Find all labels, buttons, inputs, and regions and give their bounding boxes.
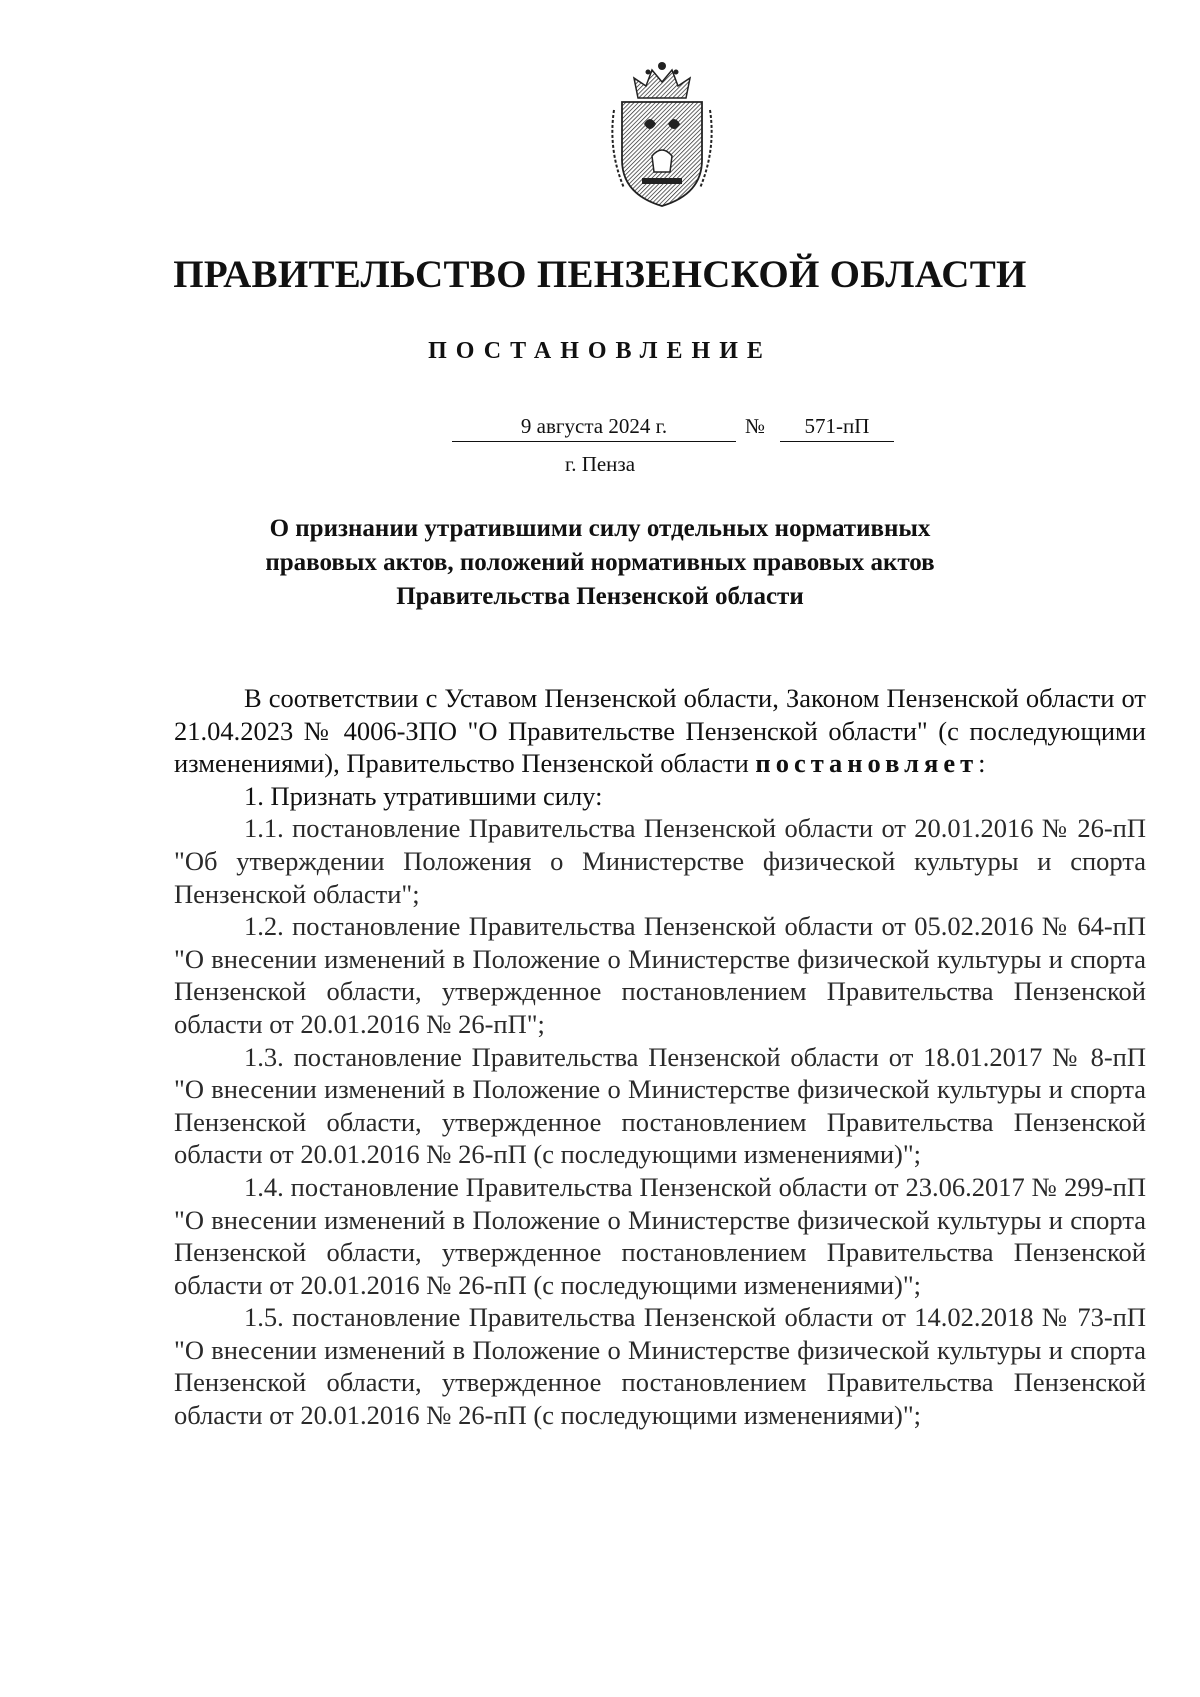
document-subject bbox=[200, 512, 1000, 614]
issue-city: г. Пенза bbox=[564, 452, 636, 476]
document-body bbox=[174, 682, 1146, 1432]
subject-line: О признании утратившими силу отдельных нормативных bbox=[269, 515, 931, 542]
date-number-line bbox=[0, 414, 1200, 446]
decree-word: постановляет bbox=[755, 748, 979, 779]
sub-item: 1.1. постановление Правительства Пензенской области от 20.01.2016 № 26-пП "Об утверждении Положения о Министерстве физической культуры и спорта Пензенской области"; bbox=[174, 813, 1146, 909]
document-number: 571-пП bbox=[780, 414, 894, 442]
document-type: ПОСТАНОВЛЕНИЕ bbox=[428, 338, 772, 364]
preamble-text: В соответствии с Уставом Пензенской области, Законом Пензенской области от 21.04.2023 № 4006-ЗПО "О Правительстве Пензенской области" (с последующими изменениями), Правительство Пензенской области bbox=[174, 683, 1146, 779]
sub-item: 1.3. постановление Правительства Пензенской области от 18.01.2017 № 8-пП "О внесении изменений в Положение о Министерстве физической культуры и спорта Пензенской области, утвержденное постановлением Правительства Пензенской области от 20.01.2016 № 26-пП (с последующими изменениями)"; bbox=[174, 1041, 1146, 1170]
item-1: 1. Признать утратившими силу: bbox=[244, 780, 603, 811]
number-sign: № bbox=[745, 414, 766, 438]
subject-line: правовых актов, положений нормативных правовых актов bbox=[265, 549, 935, 576]
sub-item: 1.5. постановление Правительства Пензенской области от 14.02.2018 № 73-пП "О внесении изменений в Положение о Министерстве физической культуры и спорта Пензенской области, утвержденное постановлением Правительства Пензенской области от 20.01.2016 № 26-пП (с последующими изменениями)"; bbox=[174, 1302, 1146, 1431]
document-date: 9 августа 2024 г. bbox=[452, 414, 736, 442]
preamble-colon: : bbox=[978, 748, 986, 779]
coat-of-arms-icon bbox=[604, 60, 720, 210]
preamble-paragraph bbox=[174, 682, 1146, 780]
subject-line: Правительства Пензенской области bbox=[396, 583, 804, 610]
government-name: ПРАВИТЕЛЬСТВО ПЕНЗЕНСКОЙ ОБЛАСТИ bbox=[173, 253, 1027, 296]
sub-item: 1.4. постановление Правительства Пензенской области от 23.06.2017 № 299-пП "О внесении изменений в Положение о Министерстве физической культуры и спорта Пензенской области, утвержденное постановлением Правительства Пензенской области от 20.01.2016 № 26-пП (с последующими изменениями)"; bbox=[174, 1171, 1146, 1300]
sub-item: 1.2. постановление Правительства Пензенской области от 05.02.2016 № 64-пП "О внесении изменений в Положение о Министерстве физической культуры и спорта Пензенской области, утвержденное постановлением Правительства Пензенской области от 20.01.2016 № 26-пП"; bbox=[174, 911, 1146, 1039]
